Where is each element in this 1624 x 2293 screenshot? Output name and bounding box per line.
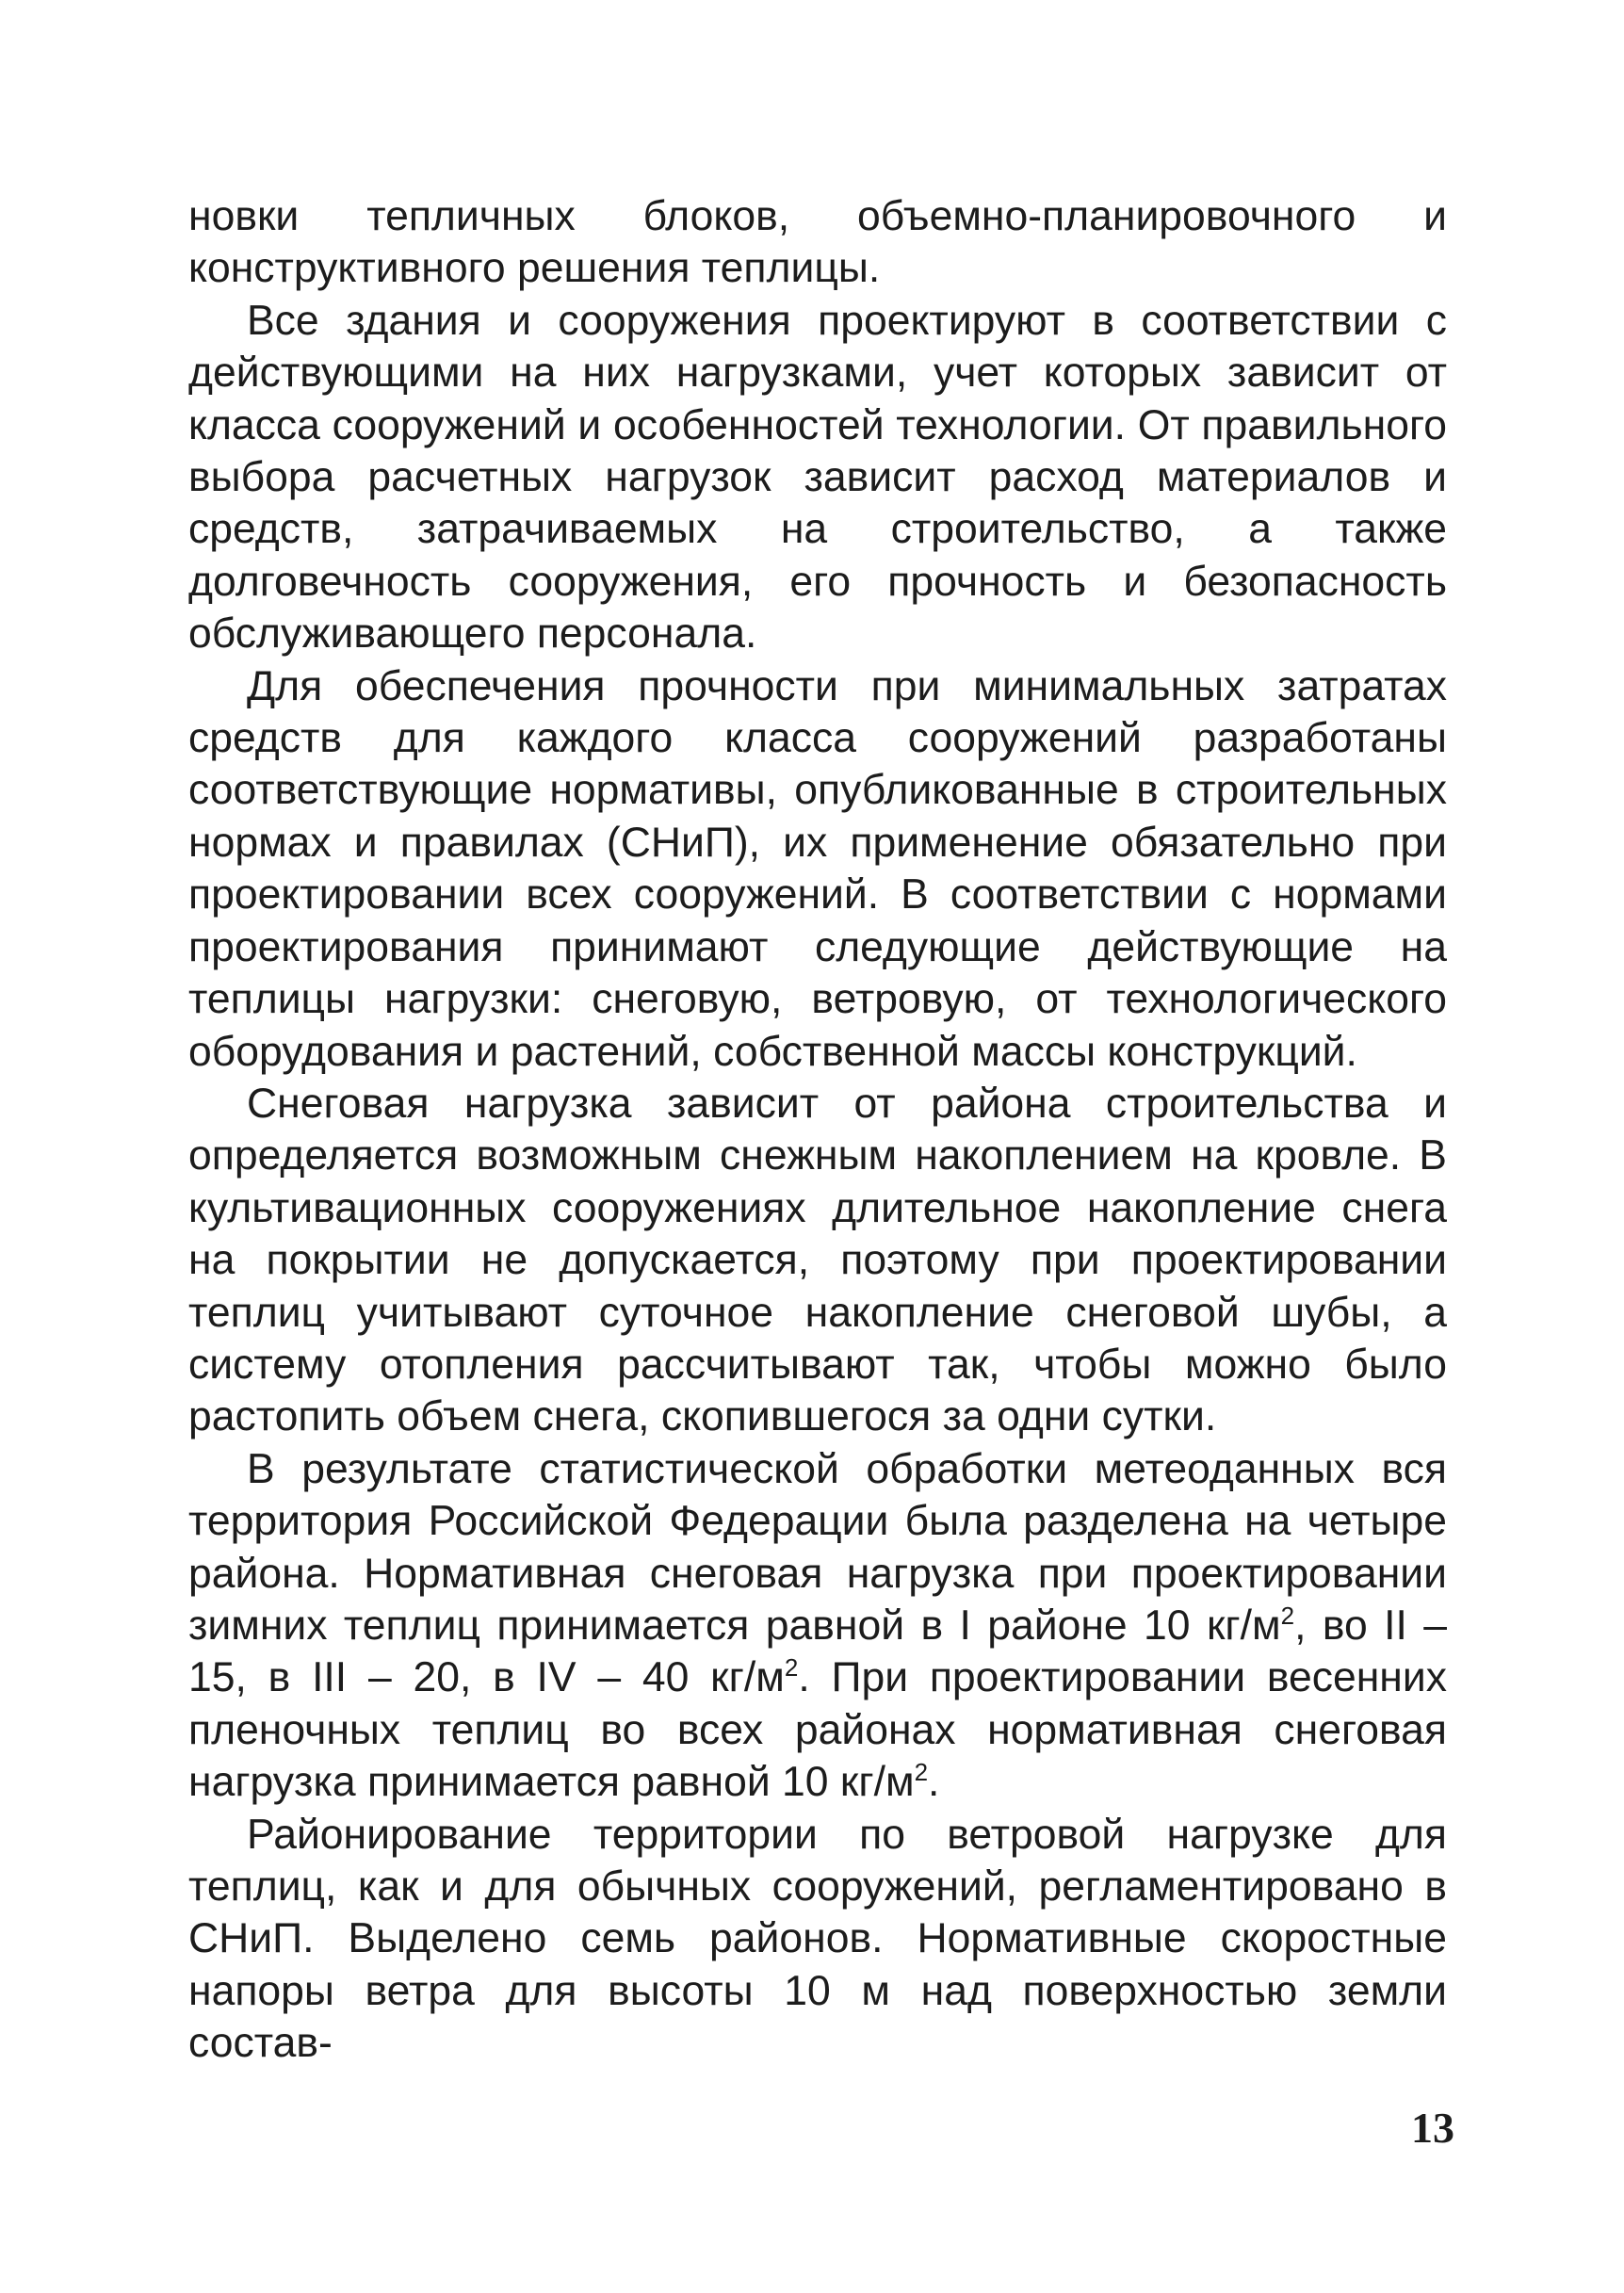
- paragraph-1: [188, 190, 1447, 295]
- page-body: [188, 190, 1447, 2070]
- paragraph-4-text: Снеговая нагрузка зависит от района строительства и определяется возможным снежным накоплением на кровле. В культивационных сооружениях длительное накопление снега на покрытии не допускается, поэтому при проектировании теплиц учитывают суточное накопление снеговой шубы, а систему отопления рассчитывают так, чтобы можно было растопить объем снега, скопившегося за одни сутки.: [188, 1080, 1447, 1440]
- paragraph-1-text: новки тепличных блоков, объемно-планировочного и конструктивного решения теплицы.: [188, 193, 1447, 292]
- paragraph-5-text-a: [188, 1446, 1447, 1805]
- paragraph-6: [188, 1809, 1447, 2070]
- paragraph-5-text-c: . При проектировании весенних пленочных теплиц во всех районах нормативная снеговая нагрузка принимается равной 10 кг/м: [188, 1654, 1447, 1806]
- paragraph-6-text: Районирование территории по ветровой нагрузке для теплиц, как и для обычных сооружений, регламентировано в СНиП. Выделено семь районов. Нормативные скоростные напоры ветра для высоты 10 м над поверхностью земли состав-: [188, 1811, 1447, 2067]
- paragraph-5-text-a-content: В результате статистической обработки метеоданных вся территория Российской Федерации была разделена на четыре района. Нормативная снеговая нагрузка при проектировании зимних теплиц принимается равной в I районе 10 кг/м: [188, 1445, 1447, 1649]
- page-number: 13: [1411, 2104, 1454, 2152]
- paragraph-4: [188, 1078, 1447, 1443]
- paragraph-2-text: Все здания и сооружения проектируют в соответствии с действующими на них нагрузками, учет которых зависит от класса сооружений и особенностей технологии. От правильного выбора расчетных нагрузок зависит расход материалов и средств, затрачиваемых на строительство, а также долговечность сооружения, его прочность и безопасность обслуживающего персонала.: [188, 297, 1447, 658]
- superscript-2: 2: [784, 1653, 799, 1683]
- superscript-2: 2: [1280, 1601, 1295, 1630]
- paragraph-2: [188, 295, 1447, 660]
- superscript-2: 2: [914, 1758, 929, 1787]
- paragraph-3-text: Для обеспечения прочности при минимальных затратах средств для каждого класса сооружений разработаны соответствующие нормативы, опубликованные в строительных нормах и правилах (СНиП), их применение обязательно при проектировании всех сооружений. В соответствии с нормами проектирования принимают следующие действующие на теплицы нагрузки: снеговую, ветровую, от технологического оборудования и растений, собственной массы конструкций.: [188, 662, 1447, 1075]
- paragraph-5: [188, 1443, 1447, 1809]
- paragraph-5-text-b: , во II – 15, в III – 20, в IV – 40 кг/м: [188, 1602, 1447, 1701]
- paragraph-5-text-d: .: [928, 1759, 940, 1806]
- paragraph-3: [188, 660, 1447, 1078]
